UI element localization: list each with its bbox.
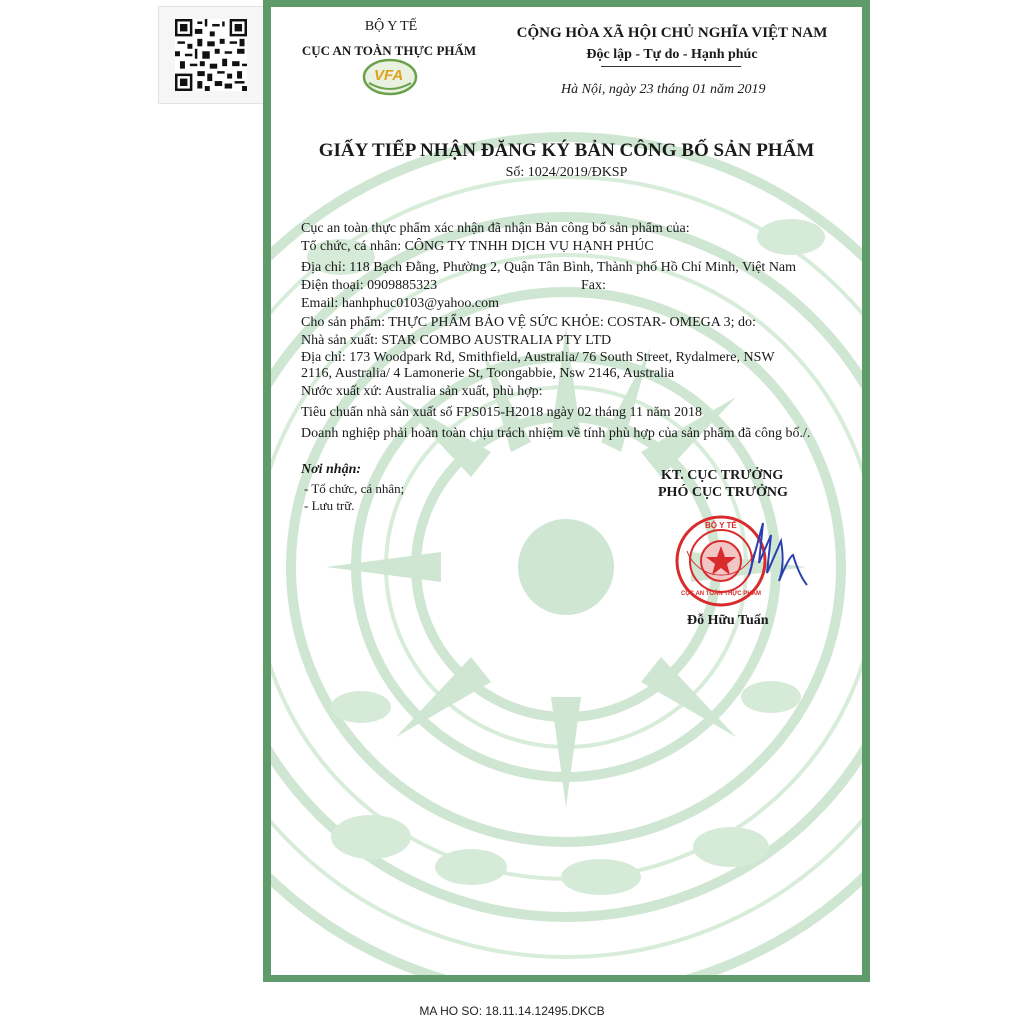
body-line-product: Cho sản phẩm: THỰC PHẨM BẢO VỆ SỨC KHỎE: COSTAR- OMEGA 3; do: — [301, 315, 756, 330]
country-name: CỘNG HÒA XÃ HỘI CHỦ NGHĨA VIỆT NAM — [516, 25, 828, 41]
body-line-manufacturer-address: Địa chỉ: 173 Woodpark Rd, Smithfield, Australia/ 76 South Street, Rydalmere, NSW — [301, 350, 775, 365]
body-line-organization: Tổ chức, cá nhân: CÔNG TY TNHH DỊCH VỤ HẠNH PHÚC — [301, 239, 654, 254]
body-line-manufacturer-address-cont: 2116, Australia/ 4 Lamonerie St, Toongabbie, Nsw 2146, Australia — [301, 366, 675, 381]
qr-code-card — [158, 6, 264, 104]
motto-underline — [601, 66, 741, 67]
national-motto: Độc lập - Tự do - Hạnh phúc — [586, 47, 758, 62]
body-line-responsibility: Doanh nghiệp phải hoàn toàn chịu trách nhiệm về tính phù hợp của sản phẩm đã công bố./. — [301, 426, 811, 441]
recipients-heading: Nơi nhận: — [301, 462, 362, 477]
stamp-top-text: BỘ Y TẾ — [705, 521, 737, 530]
qr-code-icon — [175, 19, 247, 91]
dossier-code: MA HO SO: 18.11.14.12495.DKCB — [419, 1004, 605, 1018]
certificate-page — [271, 7, 862, 975]
body-line-email: Email: hanhphuc0103@yahoo.com — [301, 296, 499, 311]
stamp-ring-text: CỤC AN TOÀN THỰC PHẨM — [681, 591, 761, 597]
signature-title-1: KT. CỤC TRƯỞNG — [661, 468, 784, 483]
recipient-item: - Tổ chức, cá nhân; — [304, 481, 405, 496]
body-line-origin: Nước xuất xứ: Australia sản xuất, phù hợp: — [301, 384, 543, 399]
vfa-logo-text: VFA — [374, 67, 404, 84]
body-line-phone: Điện thoại: 0909885323 — [301, 278, 438, 293]
ministry-name: BỘ Y TẾ — [364, 19, 418, 34]
vfa-logo — [361, 57, 419, 97]
body-line-intro: Cục an toàn thực phẩm xác nhận đã nhận Bản công bố sản phẩm của: — [301, 221, 690, 236]
agency-name: CỤC AN TOÀN THỰC PHẨM — [301, 43, 477, 58]
body-line-manufacturer: Nhà sản xuất: STAR COMBO AUSTRALIA PTY LTD — [301, 333, 612, 348]
body-line-address: Địa chỉ: 118 Bạch Đằng, Phường 2, Quận Tân Bình, Thành phố Hồ Chí Minh, Việt Nam — [301, 260, 797, 275]
document-number: Số: 1024/2019/ĐKSP — [505, 165, 628, 180]
signatory-name: Đỗ Hữu Tuấn — [687, 613, 769, 628]
document-title: GIẤY TIẾP NHẬN ĐĂNG KÝ BẢN CÔNG BỐ SẢN PHẨM — [318, 140, 815, 161]
certificate-frame — [263, 0, 870, 982]
place-and-date: Hà Nội, ngày 23 tháng 01 năm 2019 — [561, 82, 766, 97]
recipient-item: - Lưu trữ. — [304, 498, 355, 513]
body-line-standard: Tiêu chuẩn nhà sản xuất số FPS015-H2018 ngày 02 tháng 11 năm 2018 — [301, 405, 703, 420]
body-line-fax: Fax: — [581, 278, 606, 293]
handwritten-signature — [741, 515, 821, 595]
signature-title-2: PHÓ CỤC TRƯỞNG — [658, 485, 788, 500]
